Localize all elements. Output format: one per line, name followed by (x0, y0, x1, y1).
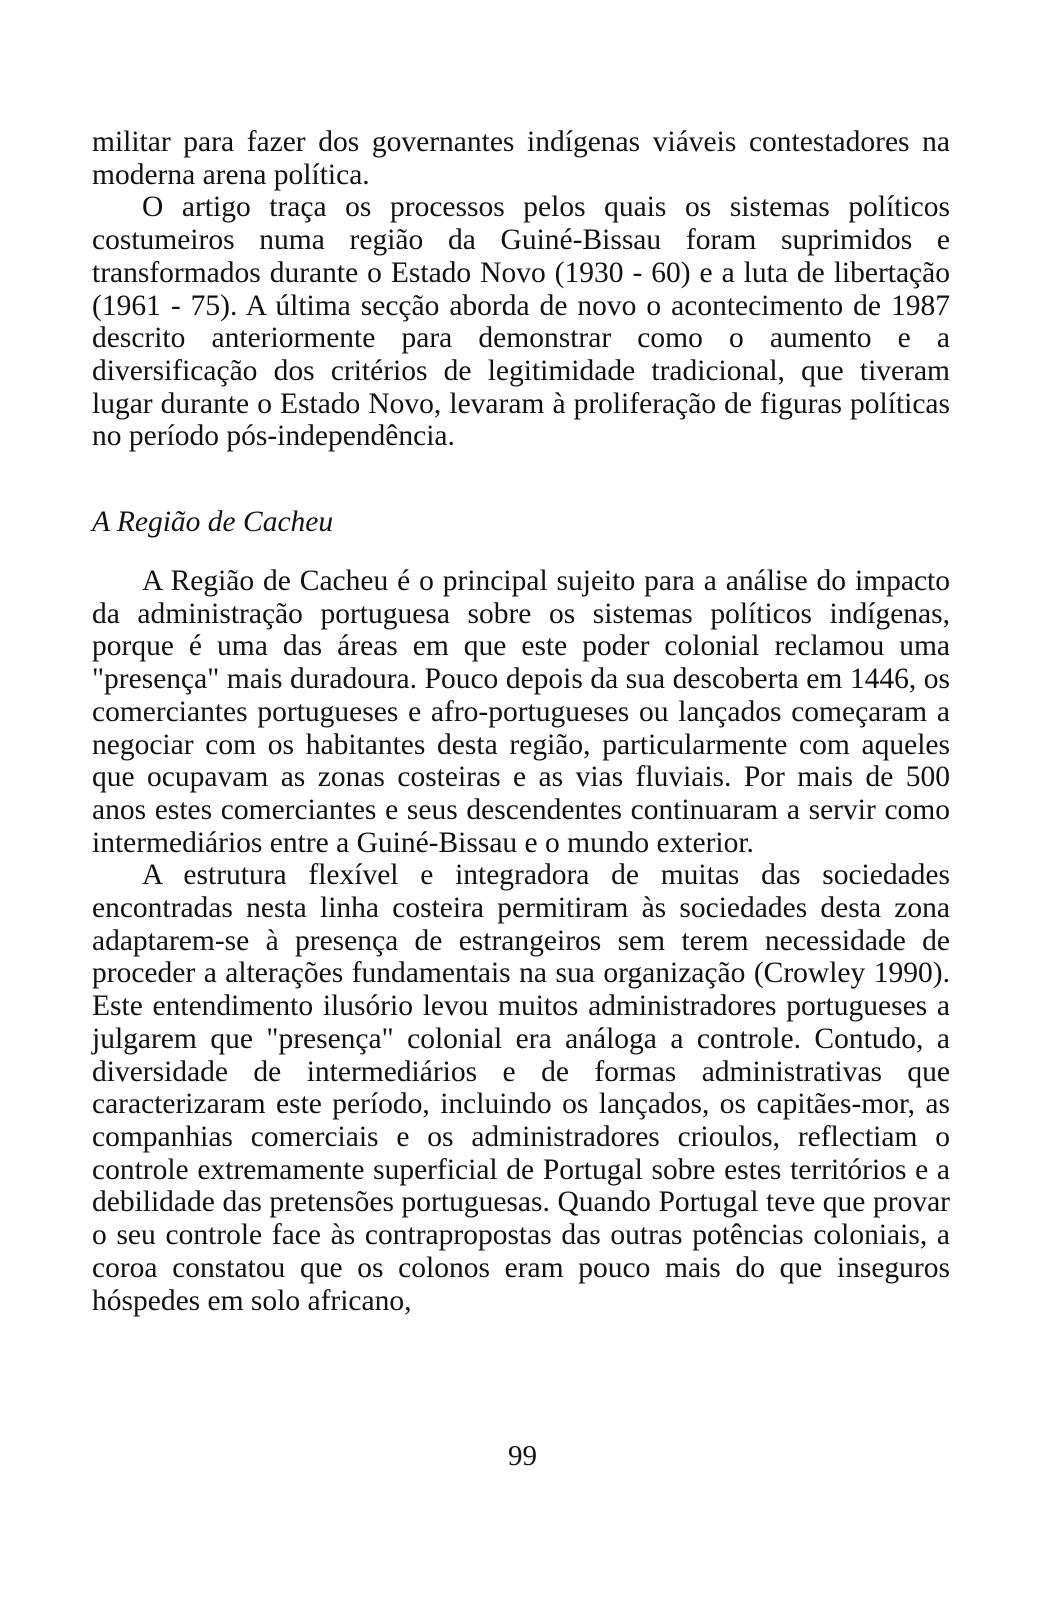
paragraph-2: O artigo traça os processos pelos quais os sistemas políticos costumeiros numa região da Guiné-Bissau foram suprimidos e transformados durante o Estado Novo (1930 - 60) e a luta de libertação (1961 - 75). A última secção aborda de novo o acontecimento de 1987 descrito anteriormente para demonstrar como o aumento e a diversificação dos critérios de legitimidade tradicional, que tiveram lugar durante o Estado Novo, levaram à proliferação de figuras políticas no período pós-independência. (92, 191, 950, 453)
section-heading: A Região de Cacheu (92, 506, 334, 539)
paragraph-1: militar para fazer dos governantes indígenas viáveis contestadores na moderna arena política. (92, 126, 950, 191)
paragraph-4: A estrutura flexível e integradora de muitas das sociedades encontradas nesta linha costeira permitiram às sociedades desta zona adaptarem-se à presença de estrangeiros sem terem necessidade de proceder a alterações fundamentais na sua organização (Crowley 1990). Este entendimento ilusório levou muitos administradores portugueses a julgarem que "presença" colonial era análoga a controle. Contudo, a diversidade de intermediários e de formas administrativas que caracterizaram este período, incluindo os lançados, os capitães-mor, as companhias comerciais e os administradores crioulos, reflectiam o controle extremamente superficial de Portugal sobre estes territórios e a debilidade das pretensões portuguesas. Quando Portugal teve que provar o seu controle face às contrapropostas das outras potências coloniais, a coroa constatou que os colonos eram pouco mais do que inseguros hóspedes em solo africano, (92, 859, 950, 1317)
section-spacer (92, 538, 950, 565)
page-body (92, 126, 950, 1317)
paragraph-3: A Região de Cacheu é o principal sujeito para a análise do impacto da administração portuguesa sobre os sistemas políticos indígenas, porque é uma das áreas em que este poder colonial reclamou uma "presença" mais duradoura. Pouco depois da sua descoberta em 1446, os comerciantes portugueses e afro-portugueses ou lançados começaram a negociar com os habitantes desta região, particularmente com aqueles que ocupavam as zonas costeiras e as vias fluviais. Por mais de 500 anos estes comerciantes e seus descendentes continuaram a servir como intermediários entre a Guiné-Bissau e o mundo exterior. (92, 565, 950, 859)
page-number: 99 (508, 1440, 537, 1472)
